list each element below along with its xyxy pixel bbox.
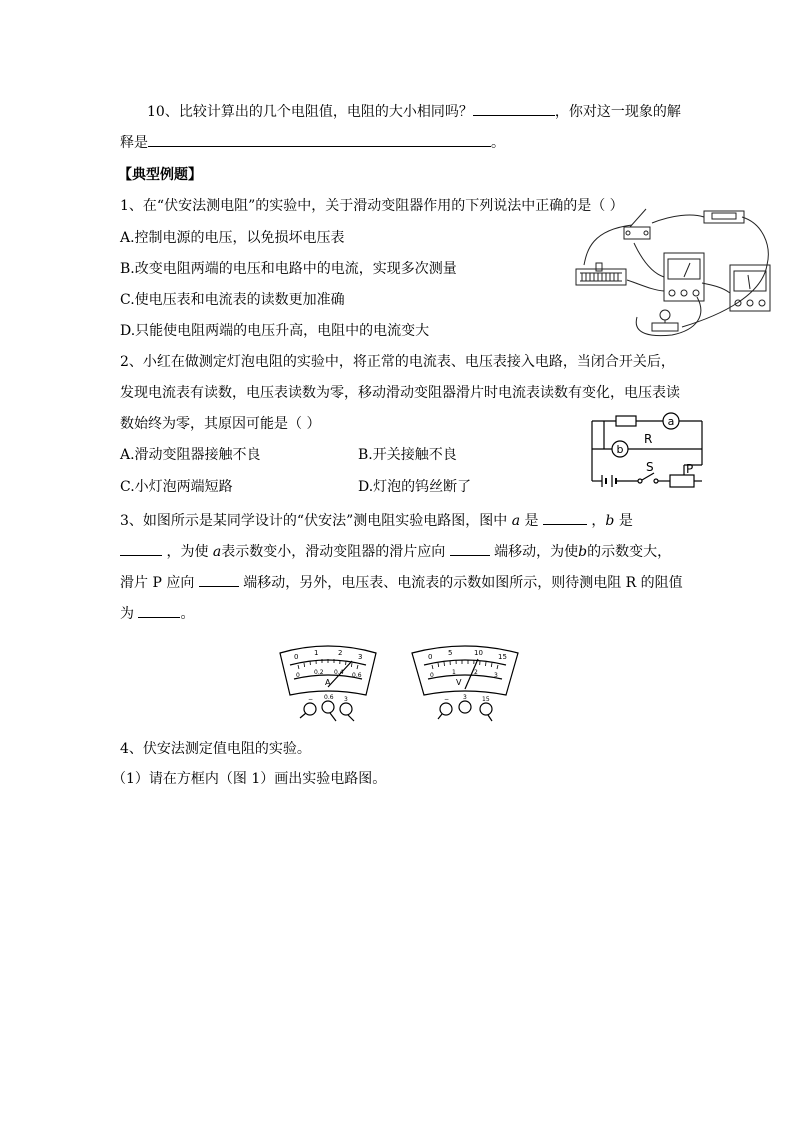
ex2-option-d: D.灯泡的钨丝断了: [358, 479, 472, 495]
ex1-option-b: B.改变电阻两端的电压和电路中的电流，实现多次测量: [120, 261, 457, 277]
voltmeter-unit: V: [456, 678, 462, 687]
ex2-line1: 2、小红在做测定灯泡电阻的实验中，将正常的电流表、电压表接入电路，当闭合开关后，: [120, 354, 675, 370]
ex1-stem: 1、在“伏安法测电阻”的实验中，关于滑动变阻器作用的下列说法中正确的是（ ）: [120, 198, 624, 214]
voltmeter-inner-2: 2: [474, 669, 478, 676]
voltmeter-terminal-3: 3: [463, 694, 467, 701]
ex3-blank-direction-2[interactable]: [199, 572, 239, 587]
ex3-line2: ，为使 a表示数变小，滑动变阻器的滑片应向 端移动，为使b的示数变大，: [120, 541, 671, 562]
circuit-switch-label: S: [646, 460, 654, 474]
q10-blank-1[interactable]: [473, 101, 555, 116]
voltmeter-figure: [410, 643, 520, 723]
ex3-line4: 为 。: [120, 603, 194, 624]
ex2-line2: 发现电流表有读数，电压表读数为零，移动滑动变阻器滑片时电流表读数有变化，电压表读: [120, 385, 680, 401]
q10-line1: 10、比较计算出的几个电阻值，电阻的大小相同吗？ ，你对这一现象的解: [147, 101, 681, 122]
q10-line2: 释是 。: [120, 132, 505, 153]
ammeter-figure: [278, 643, 378, 723]
ex1-option-a: A.控制电源的电压，以免损坏电压表: [120, 230, 345, 246]
ex4-stem: 4、伏安法测定值电阻的实验。: [120, 741, 311, 757]
ex3-blank-direction-1[interactable]: [450, 541, 490, 556]
ammeter-tick-2: 2: [338, 649, 343, 657]
circuit-meter-b-label: b: [616, 443, 624, 456]
ammeter-inner-3: 0.6: [352, 672, 362, 679]
ex2-option-c: C.小灯泡两端短路: [120, 479, 233, 495]
ex2-option-a: A.滑动变阻器接触不良: [120, 447, 261, 463]
ammeter-tick-1: 1: [314, 649, 319, 657]
q10-blank-2[interactable]: [148, 132, 491, 147]
ex3-blank-a[interactable]: [543, 510, 587, 525]
section-title: 【典型例题】: [118, 167, 202, 183]
apparatus-figure: [572, 205, 777, 345]
ex2-option-b: B.开关接触不良: [358, 447, 457, 463]
ex3-line3: 滑片 P 应向 端移动，另外，电压表、电流表的示数如图所示，则待测电阻 R 的阻值: [120, 572, 683, 593]
voltmeter-inner-0: 0: [430, 672, 434, 679]
ammeter-inner-2: 0.4: [334, 669, 344, 676]
ex3-blank-resistance[interactable]: [138, 603, 180, 618]
ammeter-unit: A: [325, 678, 331, 687]
voltmeter-tick-10: 10: [474, 649, 483, 657]
voltmeter-terminal-15: 15: [482, 696, 490, 703]
circuit-meter-a-label: a: [667, 415, 675, 428]
ex4-sub1: （1）请在方框内（图 1）画出实验电路图。: [112, 771, 387, 787]
ex1-option-d: D.只能使电阻两端的电压升高，电阻中的电流变大: [120, 323, 430, 339]
ammeter-terminal-neg: −: [308, 696, 314, 703]
ammeter-inner-1: 0.2: [314, 669, 324, 676]
ex2-line3: 数始终为零，其原因可能是（ ）: [120, 416, 321, 432]
voltmeter-inner-1: 1: [452, 669, 456, 676]
circuit-diagram: [586, 405, 710, 497]
ammeter-tick-3: 3: [358, 653, 363, 661]
voltmeter-tick-5: 5: [448, 649, 453, 657]
voltmeter-tick-0: 0: [428, 653, 433, 661]
circuit-resistor-label: R: [644, 432, 653, 446]
circuit-slider-label: P: [686, 462, 694, 476]
ex1-option-c: C.使电压表和电流表的读数更加准确: [120, 292, 345, 308]
voltmeter-terminal-neg: −: [444, 696, 450, 703]
ammeter-inner-0: 0: [296, 672, 300, 679]
voltmeter-inner-3: 3: [494, 672, 498, 679]
ammeter-tick-0: 0: [294, 653, 299, 661]
ex3-blank-b[interactable]: [120, 541, 162, 556]
ammeter-terminal-06: 0.6: [324, 694, 334, 701]
voltmeter-tick-15: 15: [498, 653, 507, 661]
ex3-line1: 3、如图所示是某同学设计的“伏安法”测电阻实验电路图，图中 a 是 ，b 是: [120, 510, 633, 531]
ammeter-terminal-3: 3: [344, 696, 348, 703]
